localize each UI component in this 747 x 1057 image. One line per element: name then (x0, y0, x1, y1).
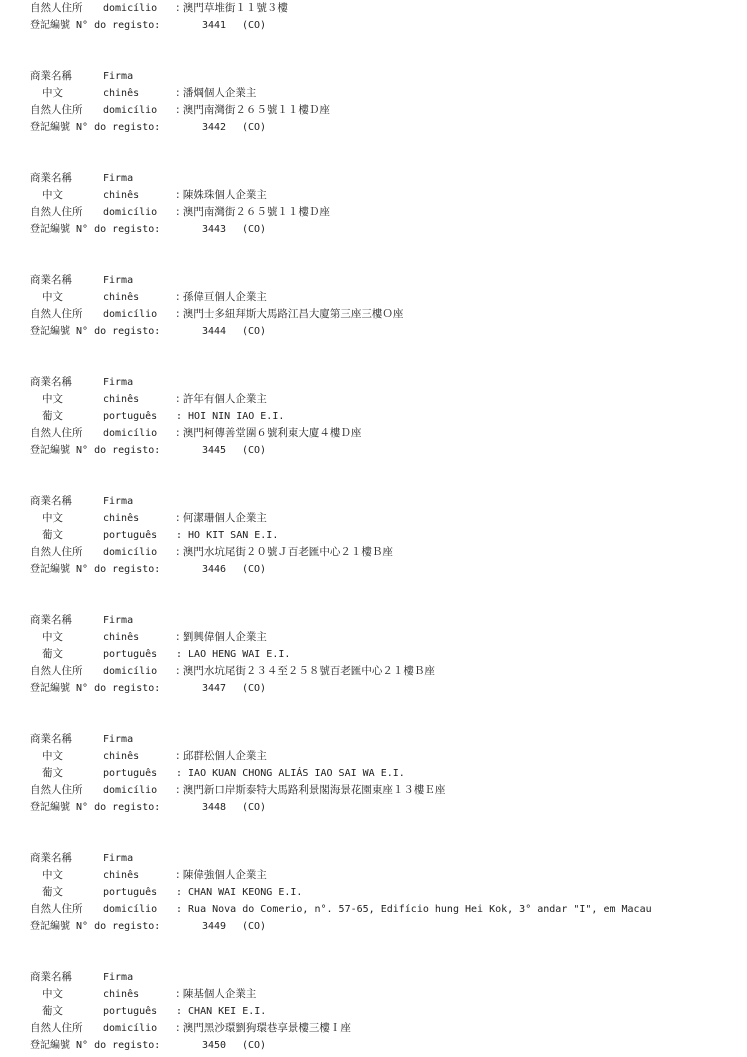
registo-label: 登記編號 N° do registo: (30, 224, 161, 235)
domicile-label-zh: 自然人住所 (30, 308, 83, 320)
chinese-label-zh: 中文 (42, 631, 63, 643)
domicile-label-pt: domicílio (103, 785, 158, 796)
portuguese-name-row (30, 527, 740, 544)
registo-label: 登記編號 N° do registo: (30, 122, 161, 133)
domicile-row (30, 1020, 740, 1037)
chinese-label-zh: 中文 (42, 750, 63, 762)
firm-label-pt: Firma (103, 275, 134, 286)
domicile-label-pt: domicílio (103, 309, 158, 320)
portuguese-name-row (30, 765, 740, 782)
domicile-row (30, 204, 740, 221)
portuguese-label-zh: 葡文 (42, 529, 63, 541)
portuguese-label-zh: 葡文 (42, 886, 63, 898)
portuguese-name-value: : IAO KUAN CHONG ALIÁS IAO SAI WA E.I. (176, 768, 405, 779)
registo-number: 3443 (202, 224, 227, 235)
chinese-label-zh: 中文 (42, 869, 63, 881)
firm-label-zh: 商業名稱 (30, 70, 72, 82)
registry-entry (30, 340, 740, 459)
firm-label-zh: 商業名稱 (30, 274, 72, 286)
portuguese-label-pt: português (103, 768, 158, 779)
chinese-name-value: : 潘焵個人企業主 (176, 87, 257, 99)
portuguese-name-value: : CHAN WAI KEONG E.I. (176, 887, 303, 898)
portuguese-name-row (30, 1003, 740, 1020)
record-head (30, 0, 740, 34)
domicile-label-pt: domicílio (103, 3, 158, 14)
domicile-row (30, 544, 740, 561)
portuguese-label-zh: 葡文 (42, 767, 63, 779)
portuguese-label-pt: português (103, 530, 158, 541)
chinese-name-row (30, 986, 740, 1003)
portuguese-name-value: : LAO HENG WAI E.I. (176, 649, 291, 660)
chinese-label-pt: chinês (103, 292, 140, 303)
registo-label: 登記編號 N° do registo: (30, 445, 161, 456)
portuguese-name-value: : HO KIT SAN E.I. (176, 530, 279, 541)
registry-entry (30, 816, 740, 935)
domicile-label-pt: domicílio (103, 904, 158, 915)
registo-code: (CO) (242, 564, 267, 575)
firm-label-pt: Firma (103, 173, 134, 184)
registo-row (30, 799, 740, 816)
firm-label-zh: 商業名稱 (30, 852, 72, 864)
domicile-row (30, 901, 740, 918)
domicile-row (30, 663, 740, 680)
chinese-label-pt: chinês (103, 870, 140, 881)
registry-entry (30, 34, 740, 136)
entries-list (30, 34, 740, 1054)
portuguese-label-zh: 葡文 (42, 648, 63, 660)
registo-number: 3447 (202, 683, 227, 694)
domicile-value: : 澳門南灣街２６５號１１樓Ｄ座 (176, 206, 330, 218)
firm-header-row (30, 68, 740, 85)
firm-header-row (30, 612, 740, 629)
registry-entry (30, 459, 740, 578)
chinese-name-row (30, 391, 740, 408)
portuguese-label-pt: português (103, 1006, 158, 1017)
registo-row (30, 221, 740, 238)
chinese-label-pt: chinês (103, 632, 140, 643)
firm-header-row (30, 272, 740, 289)
registo-row (30, 119, 740, 136)
domicile-value: : 澳門南灣街２６５號１１樓Ｄ座 (176, 104, 330, 116)
portuguese-label-pt: português (103, 411, 158, 422)
domicile-label-pt: domicílio (103, 428, 158, 439)
registry-entry (30, 578, 740, 697)
registo-code: (CO) (242, 326, 267, 337)
registry-entry (30, 136, 740, 238)
chinese-label-pt: chinês (103, 88, 140, 99)
firm-label-pt: Firma (103, 496, 134, 507)
chinese-label-pt: chinês (103, 989, 140, 1000)
chinese-name-value: : 陳基個人企業主 (176, 988, 257, 1000)
domicile-row (30, 102, 740, 119)
domicile-value: : 澳門水坑尾街２０號Ｊ百老匯中心２１樓Ｂ座 (176, 546, 393, 558)
chinese-name-row (30, 629, 740, 646)
registry-entry (30, 697, 740, 816)
domicile-label-zh: 自然人住所 (30, 784, 83, 796)
registo-label: 登記編號 N° do registo: (30, 683, 161, 694)
registo-label: 登記編號 N° do registo: (30, 1040, 161, 1051)
chinese-label-zh: 中文 (42, 291, 63, 303)
domicile-value: : 澳門水坑尾街２３４至２５８號百老匯中心２１樓Ｂ座 (176, 665, 435, 677)
portuguese-name-value: : CHAN KEI E.I. (176, 1006, 267, 1017)
firm-label-pt: Firma (103, 377, 134, 388)
domicile-label-zh: 自然人住所 (30, 903, 83, 915)
registry-entry (30, 935, 740, 1054)
registo-code: (CO) (242, 1040, 267, 1051)
registry-document (30, 0, 740, 1054)
registo-number: 3448 (202, 802, 227, 813)
domicile-value: : 澳門黑沙環劉狗環巷享景樓三樓Ｉ座 (176, 1022, 351, 1034)
firm-label-pt: Firma (103, 71, 134, 82)
chinese-label-pt: chinês (103, 190, 140, 201)
registo-label: 登記編號 N° do registo: (30, 326, 161, 337)
registo-number: 3441 (202, 20, 227, 31)
domicile-label-pt: domicílio (103, 666, 158, 677)
chinese-name-row (30, 85, 740, 102)
domicile-label-pt: domicílio (103, 547, 158, 558)
registo-row (30, 561, 740, 578)
firm-header-row (30, 374, 740, 391)
registo-number: 3444 (202, 326, 227, 337)
firm-label-zh: 商業名稱 (30, 376, 72, 388)
registo-row (30, 918, 740, 935)
chinese-name-value: : 劉興偉個人企業主 (176, 631, 267, 643)
firm-header-row (30, 493, 740, 510)
chinese-label-zh: 中文 (42, 512, 63, 524)
registo-number: 3442 (202, 122, 227, 133)
firm-header-row (30, 969, 740, 986)
registo-row (30, 680, 740, 697)
registo-code: (CO) (242, 683, 267, 694)
domicile-value: : 澳門士多紐拜斯大馬路江昌大廈第三座三樓Ｏ座 (176, 308, 404, 320)
domicile-label-pt: domicílio (103, 207, 158, 218)
registo-number: 3446 (202, 564, 227, 575)
firm-label-zh: 商業名稱 (30, 971, 72, 983)
registo-code: (CO) (242, 445, 267, 456)
firm-label-zh: 商業名稱 (30, 733, 72, 745)
firm-header-row (30, 170, 740, 187)
registo-row (30, 1037, 740, 1054)
registo-row (30, 442, 740, 459)
registo-label: 登記編號 N° do registo: (30, 802, 161, 813)
domicile-row (30, 782, 740, 799)
chinese-label-zh: 中文 (42, 87, 63, 99)
domicile-label-zh: 自然人住所 (30, 665, 83, 677)
chinese-name-value: : 陳偉強個人企業主 (176, 869, 267, 881)
portuguese-name-value: : HOI NIN IAO E.I. (176, 411, 285, 422)
portuguese-label-pt: português (103, 649, 158, 660)
domicile-value: : Rua Nova do Comerio, n°. 57-65, Edifício hung Hei Kok, 3° andar "I", em Macau (176, 904, 652, 915)
domicile-label-zh: 自然人住所 (30, 546, 83, 558)
registry-entry (30, 238, 740, 340)
registo-row (30, 323, 740, 340)
portuguese-label-zh: 葡文 (42, 1005, 63, 1017)
registo-label: 登記編號 N° do registo: (30, 564, 161, 575)
firm-header-row (30, 850, 740, 867)
domicile-row (30, 0, 740, 17)
domicile-label-zh: 自然人住所 (30, 206, 83, 218)
registo-code: (CO) (242, 122, 267, 133)
registo-code: (CO) (242, 921, 267, 932)
registo-label: 登記編號 N° do registo: (30, 20, 161, 31)
domicile-label-pt: domicílio (103, 105, 158, 116)
chinese-label-pt: chinês (103, 751, 140, 762)
portuguese-name-row (30, 408, 740, 425)
chinese-name-row (30, 289, 740, 306)
chinese-name-row (30, 867, 740, 884)
domicile-label-zh: 自然人住所 (30, 2, 83, 14)
chinese-name-value: : 陳姝珠個人企業主 (176, 189, 267, 201)
domicile-label-pt: domicílio (103, 1023, 158, 1034)
firm-label-zh: 商業名稱 (30, 495, 72, 507)
chinese-name-value: : 孫偉亘個人企業主 (176, 291, 267, 303)
firm-label-zh: 商業名稱 (30, 172, 72, 184)
firm-label-pt: Firma (103, 853, 134, 864)
chinese-name-value: : 許年有個人企業主 (176, 393, 267, 405)
portuguese-label-pt: português (103, 887, 158, 898)
registo-number: 3450 (202, 1040, 227, 1051)
firm-label-zh: 商業名稱 (30, 614, 72, 626)
portuguese-name-row (30, 884, 740, 901)
domicile-label-zh: 自然人住所 (30, 104, 83, 116)
domicile-row (30, 306, 740, 323)
firm-label-pt: Firma (103, 615, 134, 626)
portuguese-name-row (30, 646, 740, 663)
chinese-name-value: : 何潔珊個人企業主 (176, 512, 267, 524)
chinese-name-row (30, 510, 740, 527)
registo-number: 3449 (202, 921, 227, 932)
chinese-name-row (30, 187, 740, 204)
chinese-label-zh: 中文 (42, 189, 63, 201)
registo-code: (CO) (242, 224, 267, 235)
chinese-label-pt: chinês (103, 394, 140, 405)
portuguese-label-zh: 葡文 (42, 410, 63, 422)
domicile-value: : 澳門柯傳善堂圍６號利東大廈４樓Ｄ座 (176, 427, 362, 439)
registo-code: (CO) (242, 802, 267, 813)
registo-code: (CO) (242, 20, 267, 31)
registo-label: 登記編號 N° do registo: (30, 921, 161, 932)
domicile-label-zh: 自然人住所 (30, 427, 83, 439)
domicile-row (30, 425, 740, 442)
domicile-label-zh: 自然人住所 (30, 1022, 83, 1034)
chinese-label-zh: 中文 (42, 393, 63, 405)
registo-number: 3445 (202, 445, 227, 456)
chinese-label-zh: 中文 (42, 988, 63, 1000)
domicile-value: : 澳門草堆街１１號３樓 (176, 2, 288, 14)
chinese-label-pt: chinês (103, 513, 140, 524)
chinese-name-row (30, 748, 740, 765)
firm-label-pt: Firma (103, 972, 134, 983)
firm-header-row (30, 731, 740, 748)
domicile-value: : 澳門新口岸斯泰特大馬路利景閣海景花園東座１３樓Ｅ座 (176, 784, 446, 796)
firm-label-pt: Firma (103, 734, 134, 745)
registo-row (30, 17, 740, 34)
chinese-name-value: : 邱群松個人企業主 (176, 750, 267, 762)
